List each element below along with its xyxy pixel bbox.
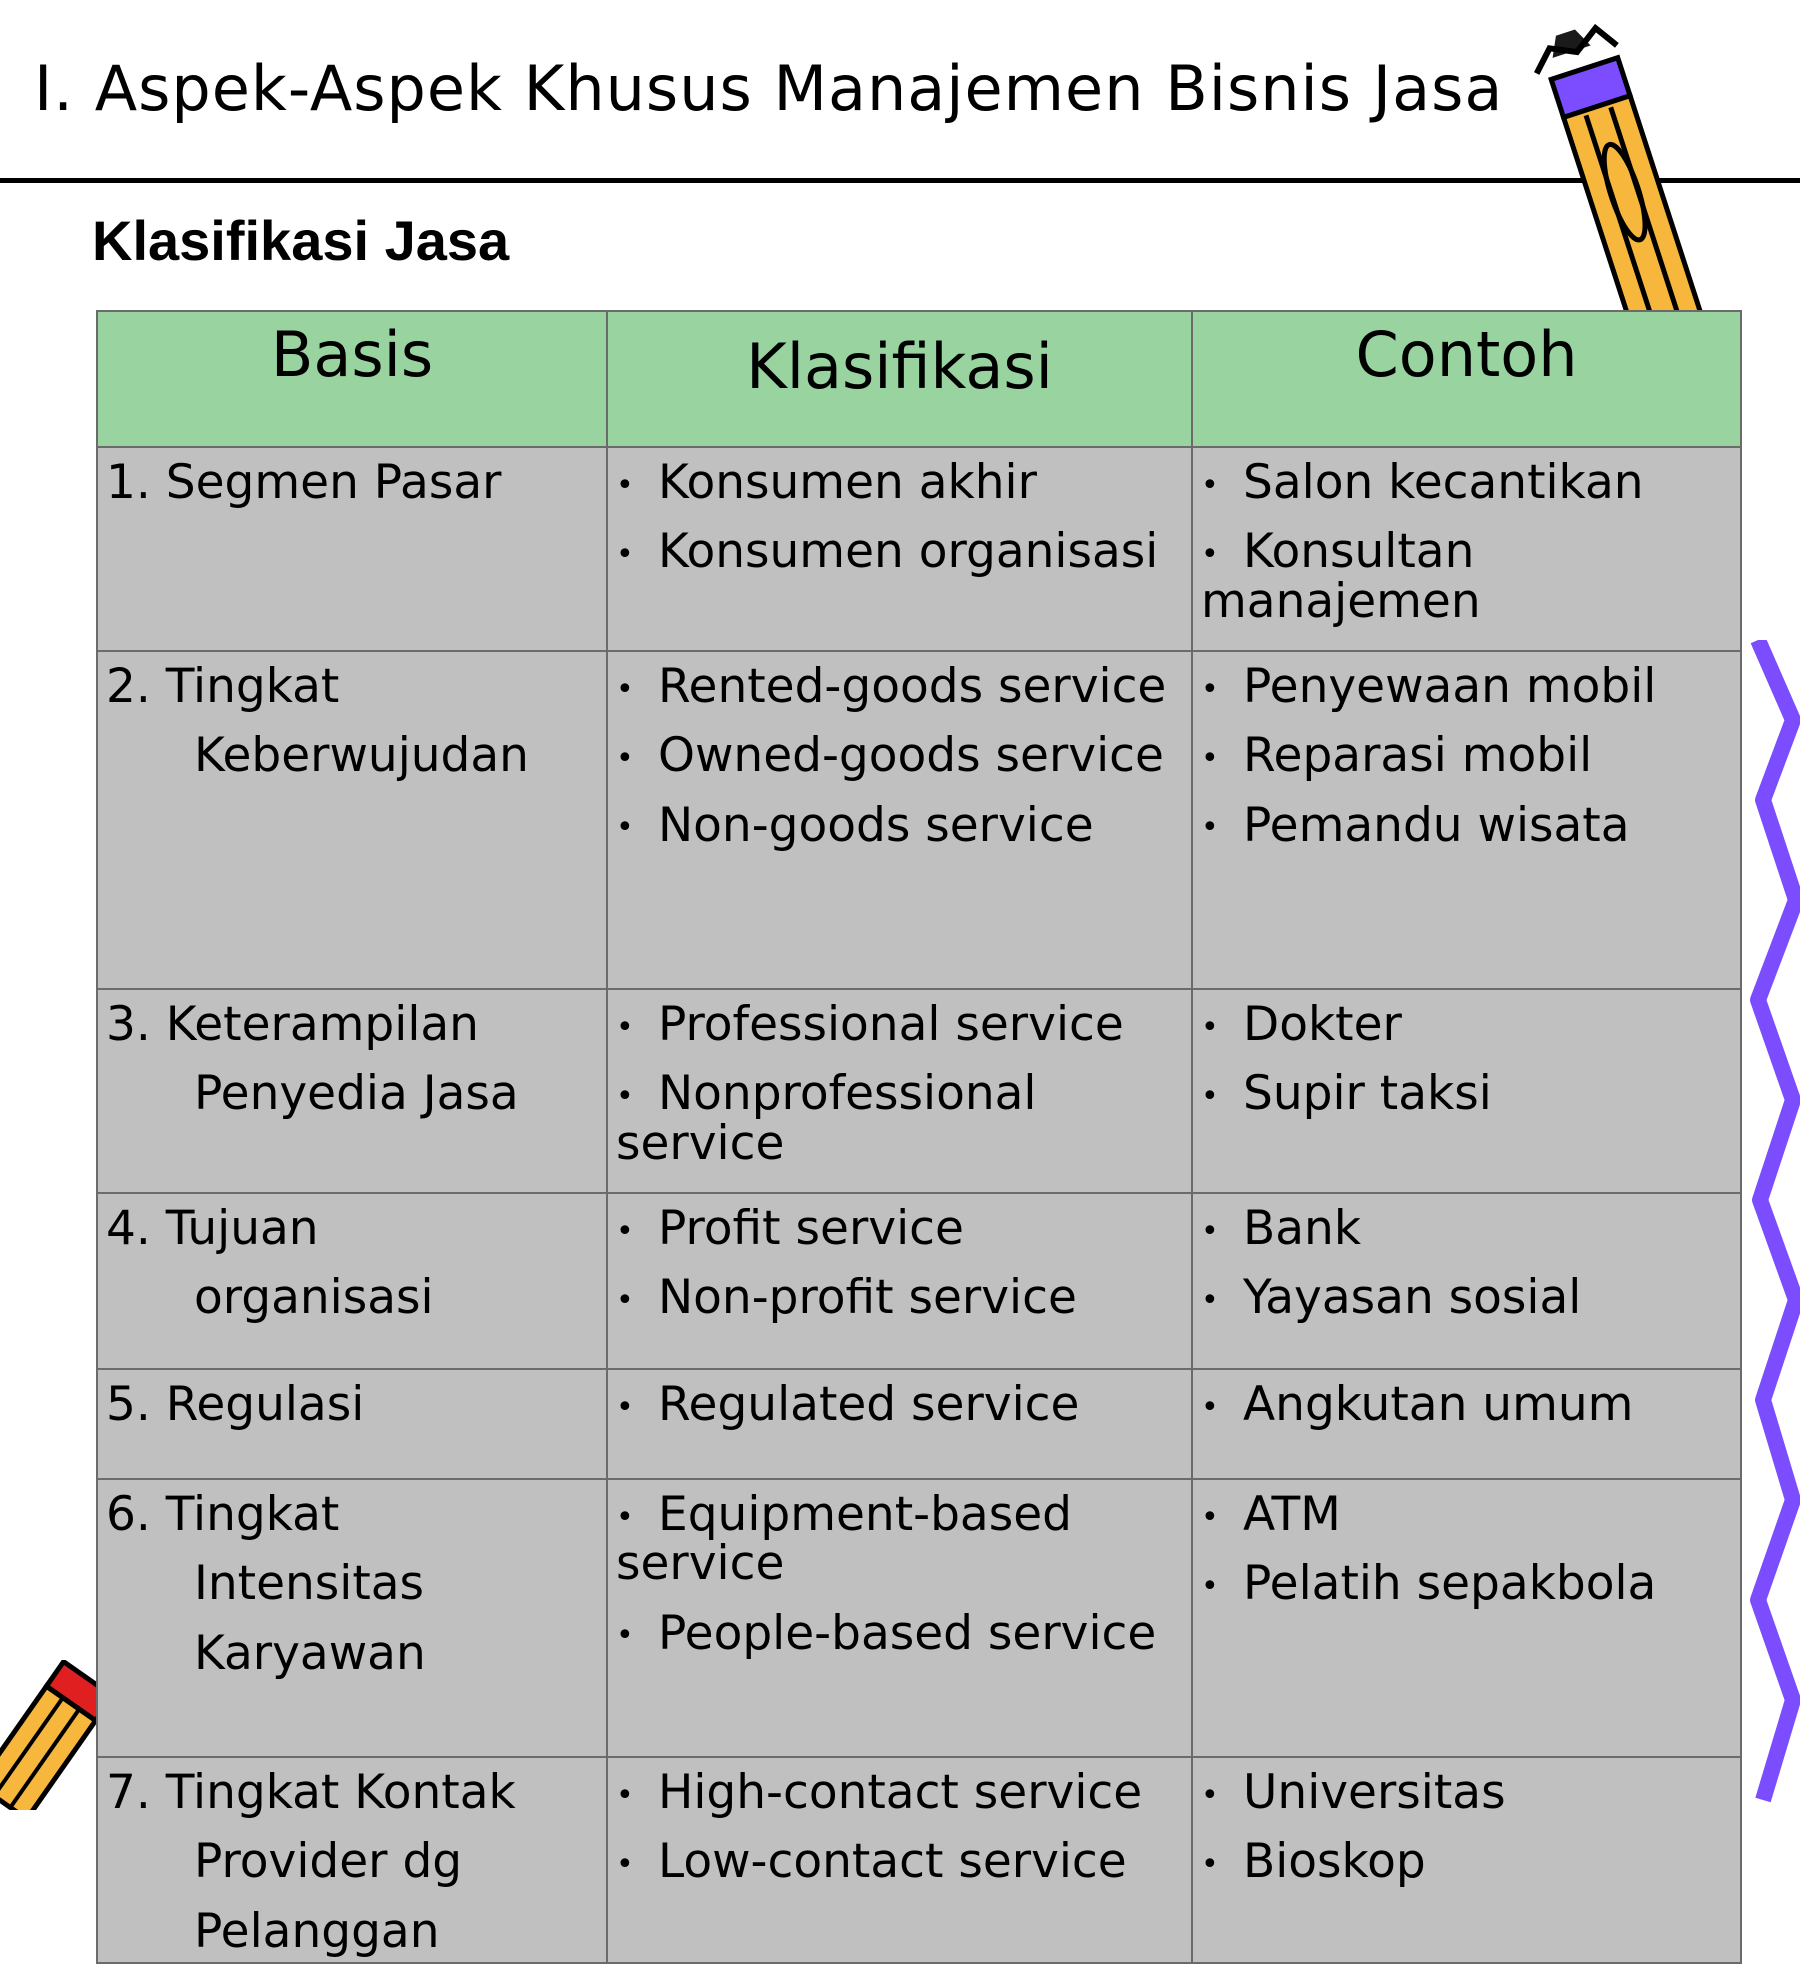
section-subtitle: Klasifikasi Jasa [92,209,510,272]
klasifikasi-cell [607,989,1192,1193]
table-row [97,1479,1741,1757]
klasifikasi-cell [607,1369,1192,1479]
bullet-icon: • [1201,741,1219,777]
basis-text: organisasi [194,1270,434,1326]
bullet-icon: • [616,1389,634,1425]
table-row [97,1193,1741,1369]
list-item [616,1487,1183,1592]
list-item [616,997,1183,1052]
list-item [1201,524,1732,629]
list-item [1201,1765,1732,1820]
klasifikasi-text: People-based service [658,1605,1157,1661]
contoh-text: Yayasan sosial [1243,1270,1582,1326]
contoh-cell [1192,989,1741,1193]
bullet-icon: • [1201,537,1219,573]
basis-text: 3. Keterampilan [106,997,479,1052]
klasifikasi-text: Non-goods service [658,797,1094,853]
basis-text: 1. Segmen Pasar [106,455,502,510]
contoh-text: Reparasi mobil [1243,728,1593,784]
list-item [1201,1487,1732,1542]
pencil-icon [0,1660,110,1810]
contoh-text: Pemandu wisata [1243,797,1630,853]
basis-text: 5. Regulasi [106,1377,365,1432]
bullet-icon: • [1201,1777,1219,1813]
table-row [97,651,1741,989]
bullet-icon: • [616,1618,634,1654]
klasifikasi-text: Non-profit service [658,1270,1077,1326]
basis-cell [97,447,607,651]
bullet-icon: • [1201,1283,1219,1319]
klasifikasi-text: Professional service [658,997,1124,1052]
list-item [616,728,1183,784]
contoh-text: Angkutan umum [1243,1377,1634,1432]
bullet-icon: • [1201,1569,1219,1605]
bullet-icon: • [1201,1079,1219,1115]
bullet-icon: • [1201,1213,1219,1249]
contoh-text: Supir taksi [1243,1066,1492,1122]
basis-cell [97,1193,607,1369]
contoh-text: Penyewaan mobil [1243,659,1657,714]
bullet-icon: • [616,1847,634,1883]
list-item [616,797,1183,853]
bullet-icon: • [1201,1499,1219,1535]
list-item [1201,1066,1732,1122]
klasifikasi-cell [607,1479,1192,1757]
bullet-icon: • [616,671,634,707]
klasifikasi-text: Konsumen akhir [658,455,1037,510]
bullet-icon: • [616,741,634,777]
list-item [616,659,1183,714]
list-item [616,524,1183,580]
basis-text: 6. Tingkat [106,1487,340,1542]
bullet-icon: • [1201,810,1219,846]
bullet-icon: • [616,537,634,573]
klasifikasi-text: Owned-goods service [658,728,1164,784]
bullet-icon: • [616,1283,634,1319]
ribbon-decoration [1738,640,1800,1840]
basis-text: Karyawan [194,1625,426,1681]
contoh-cell [1192,1479,1741,1757]
list-item [1201,1377,1732,1432]
table-row [97,1757,1741,1963]
table-row [97,447,1741,651]
contoh-cell [1192,447,1741,651]
header-basis: Basis [97,311,607,447]
basis-text: 2. Tingkat [106,659,340,714]
klasifikasi-cell [607,1193,1192,1369]
slide-title: I. Aspek-Aspek Khusus Manajemen Bisnis Jasa [34,52,1504,125]
pencil-icon [1520,24,1710,314]
basis-cell [97,1757,607,1963]
list-item [616,1066,1183,1171]
basis-text: Penyedia Jasa [194,1066,519,1122]
list-item [616,1834,1183,1890]
basis-text: 4. Tujuan [106,1201,319,1256]
bullet-icon: • [616,1009,634,1045]
contoh-text: Salon kecantikan [1243,455,1644,510]
contoh-cell [1192,1193,1741,1369]
bullet-icon: • [1201,671,1219,707]
klasifikasi-cell [607,651,1192,989]
list-item [616,455,1183,510]
list-item [616,1377,1183,1432]
list-item [1201,659,1732,714]
classification-table [96,310,1742,1964]
bullet-icon: • [1201,1009,1219,1045]
contoh-cell [1192,1757,1741,1963]
table-header-row [97,311,1741,447]
basis-cell [97,651,607,989]
klasifikasi-text: Rented-goods service [658,659,1167,714]
table-row [97,989,1741,1193]
list-item [1201,728,1732,784]
list-item [1201,1556,1732,1612]
list-item [616,1270,1183,1326]
bullet-icon: • [616,1079,634,1115]
bullet-icon: • [1201,467,1219,503]
list-item [616,1201,1183,1256]
table-body [97,447,1741,1963]
klasifikasi-cell [607,447,1192,651]
klasifikasi-text: Equipment-based service [616,1487,1072,1592]
list-item [1201,455,1732,510]
list-item [616,1765,1183,1820]
contoh-cell [1192,1369,1741,1479]
basis-text: Keberwujudan [194,728,529,784]
basis-cell [97,1479,607,1757]
list-item [1201,1201,1732,1256]
bullet-icon: • [616,1213,634,1249]
basis-text: Pelanggan [194,1903,440,1959]
header-klasifikasi: Klasifikasi [607,311,1192,447]
contoh-text: Dokter [1243,997,1402,1052]
bullet-icon: • [616,1499,634,1535]
contoh-text: Pelatih sepakbola [1243,1556,1657,1612]
list-item [1201,1834,1732,1890]
list-item [1201,997,1732,1052]
basis-text: Provider dg [194,1834,463,1890]
klasifikasi-text: Profit service [658,1201,964,1256]
klasifikasi-text: Low-contact service [658,1834,1127,1890]
basis-text: Intensitas [194,1556,425,1612]
klasifikasi-text: High-contact service [658,1765,1143,1820]
contoh-text: Bioskop [1243,1834,1426,1890]
klasifikasi-text: Regulated service [658,1377,1080,1432]
header-contoh: Contoh [1192,311,1741,447]
contoh-text: Konsultan manajemen [1201,524,1481,629]
klasifikasi-text: Konsumen organisasi [658,524,1159,580]
list-item [1201,797,1732,853]
bullet-icon: • [616,1777,634,1813]
basis-cell [97,989,607,1193]
basis-text: 7. Tingkat Kontak [106,1765,516,1820]
basis-cell [97,1369,607,1479]
list-item [616,1605,1183,1661]
bullet-icon: • [616,810,634,846]
klasifikasi-cell [607,1757,1192,1963]
table-row [97,1369,1741,1479]
list-item [1201,1270,1732,1326]
contoh-cell [1192,651,1741,989]
bullet-icon: • [1201,1847,1219,1883]
contoh-text: Universitas [1243,1765,1506,1820]
bullet-icon: • [616,467,634,503]
klasifikasi-text: Nonprofessional service [616,1066,1037,1171]
contoh-text: Bank [1243,1201,1362,1256]
contoh-text: ATM [1243,1487,1341,1542]
bullet-icon: • [1201,1389,1219,1425]
